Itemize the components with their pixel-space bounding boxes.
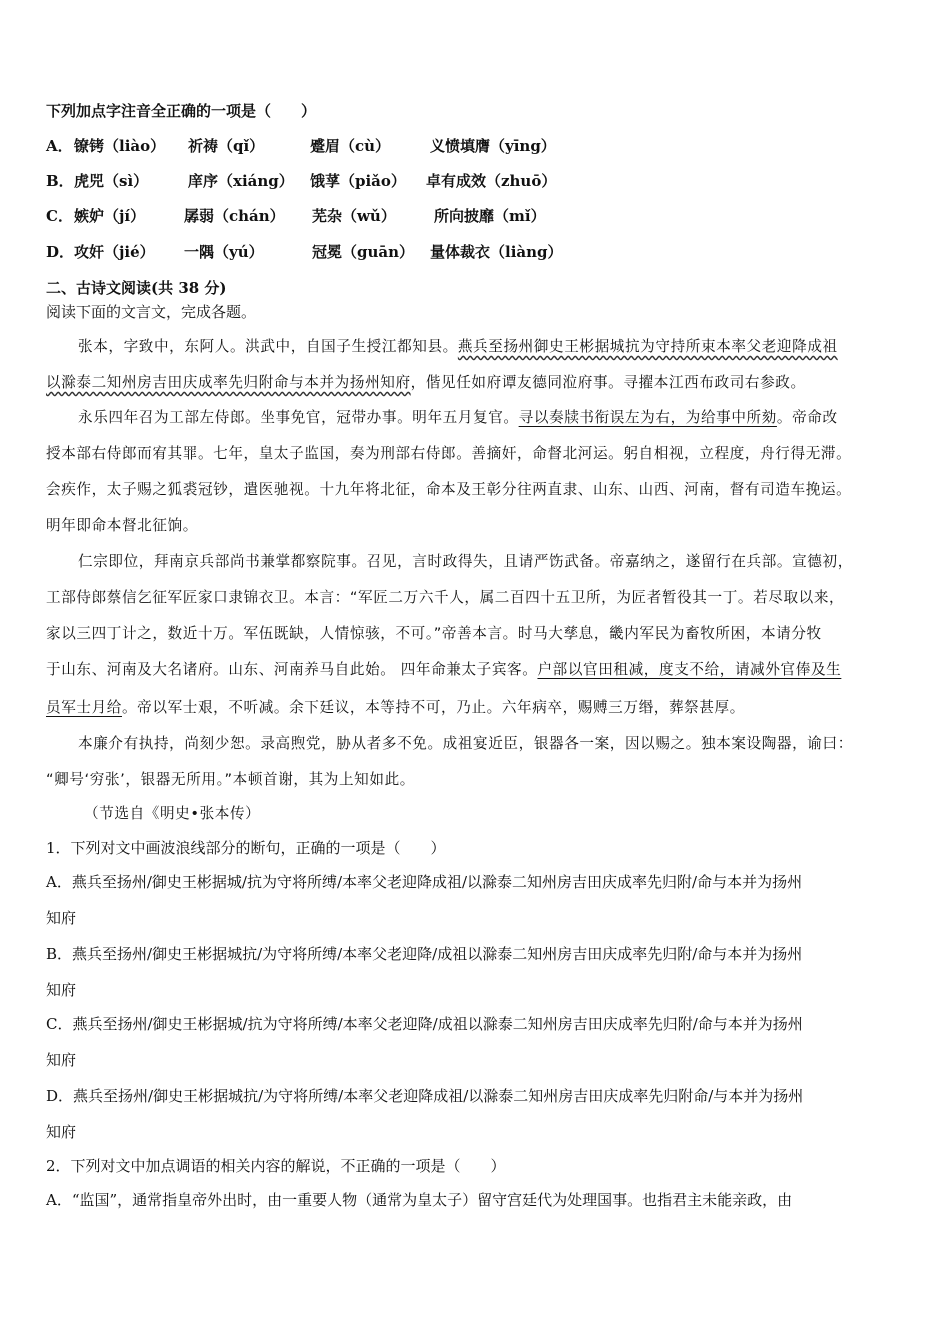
option-item: 饿莩（piǎo） <box>310 172 406 190</box>
option-text: A．“监国”，通常指皇帝外出时，由一重要人物（通常为皇太子）留守宫廷代为处理国事。也指君主未能亲政，由 <box>46 1191 793 1209</box>
passage-line: 家以三四丁计之，数近十万。军伍既缺，人情惊骇，不可。”帝善本言。时马大孳息，畿内军民为畜牧所困，本请分牧 <box>46 625 822 642</box>
option-text: 知府 <box>46 909 77 927</box>
passage-line: 以滁泰二知州房吉田庆成率先归附命与本并为扬州知府，偕见任如府谭友德同涖府事。寻擢本江西布政司右参政。 <box>46 374 806 391</box>
option-label: B． <box>46 172 74 190</box>
q1-stem: 1．下列对文中画波浪线部分的断句，正确的一项是（ ） <box>46 839 446 857</box>
option-item: 一隅（yú） <box>184 243 264 261</box>
passage-line: 明年即命本督北征饷。 <box>46 517 198 534</box>
section-intro: 阅读下面的文言文，完成各题。 <box>46 303 257 321</box>
passage-line: 员军士月给。帝以军士艰，不听减。余下廷议，本等持不可，乃止。六年病卒，赐赙三万缗，葬祭甚厚。 <box>46 699 745 716</box>
option-item: 所向披靡（mǐ） <box>434 207 546 225</box>
passage-line: 授本部右侍郎而宥其罪。七年，皇太子监国，奏为刑部右侍郎。善摘奸，命督北河运。躬自相视，立程度，舟行得无滞。 <box>46 445 852 462</box>
underlined-text: 寻以奏牍书衔误左为右，为给事中所劾 <box>518 409 777 426</box>
option-item: 蹙眉（cù） <box>310 137 391 155</box>
option-text: 知府 <box>46 981 77 999</box>
q2-stem: 2．下列对文中加点调语的相关内容的解说，不正确的一项是（ ） <box>46 1157 506 1175</box>
passage-line: 永乐四年召为工部左侍郎。坐事免官，冠带办事。明年五月复官。寻以奏牍书衔误左为右，为给事中所劾。帝命改 <box>78 409 838 426</box>
option-item: 虎兕（sì） <box>74 172 149 190</box>
passage-line: 本廉介有执持，尚刻少恕。录高煦党，胁从者多不免。成祖宴近臣，银器各一案，因以赐之。独本案设陶器，谕曰： <box>78 735 853 752</box>
option-text: C．燕兵至扬州/御史王彬据城/抗为守将所缚/本率父老迎降/成祖以滁泰二知州房吉田庆成率先归附/命与本并为扬州 <box>46 1015 803 1033</box>
option-text: A．燕兵至扬州/御史王彬据城/抗为守将所缚/本率父老迎降成祖/以滁泰二知州房吉田庆成率先归附/命与本并为扬州 <box>46 873 803 891</box>
option-text: D．燕兵至扬州/御史王彬据城抗/为守将所缚/本率父老迎降成祖/以滁泰二知州房吉田庆成率先归附命/与本并为扬州 <box>46 1087 804 1105</box>
underlined-text: 户部以官田租减，度支不给，请减外官俸及生 <box>537 661 842 678</box>
option-label: D． <box>46 243 75 261</box>
wavy-underlined-text: 以滁泰二知州房吉田庆成率先归附命与本并为扬州知府 <box>46 374 411 391</box>
passage-line: 会疾作，太子赐之狐裘冠钞，遣医驰视。十九年将北征，命本及王彰分往两直隶、山东、山西、河南，督有司造车挽运。 <box>46 481 852 498</box>
option-item: 嫉妒（jí） <box>74 207 146 225</box>
option-item: 芜杂（wǔ） <box>312 207 396 225</box>
option-text: 知府 <box>46 1051 77 1069</box>
pinyin-question-stem: 下列加点字注音全正确的一项是（ ） <box>46 102 317 120</box>
option-item: 义愤填膺（yīng） <box>430 137 556 155</box>
passage-source: （节选自《明史•张本传） <box>84 805 261 822</box>
option-label: C． <box>46 207 73 225</box>
option-item: 镣铐（liào） <box>74 137 166 155</box>
passage-line: “卿号‘穷张’，银器无所用。”本顿首谢，其为上知如此。 <box>46 771 415 788</box>
option-item: 冠冕（guān） <box>312 243 415 261</box>
section-title: 二、古诗文阅读(共 38 分) <box>46 279 227 297</box>
option-item: 孱弱（chán） <box>184 207 285 225</box>
option-label: A． <box>46 137 73 155</box>
option-item: 祈祷（qǐ） <box>188 137 265 155</box>
option-item: 庠序（xiáng） <box>188 172 294 190</box>
passage-line: 工部侍郎蔡信乞征军匠家口隶锦衣卫。本言：“军匠二万六千人，属二百四十五卫所，为匠者暂役其一丁。若尽取以来， <box>46 589 845 606</box>
passage-line: 于山东、河南及大名诸府。山东、河南养马自此始。 四年命兼太子宾客。户部以官田租减，度支不给，请减外官俸及生 <box>46 661 842 678</box>
underlined-text: 员军士月给 <box>46 699 122 716</box>
option-item: 量体裁衣（liàng） <box>430 243 563 261</box>
wavy-underlined-text: 燕兵至扬州御史王彬据城抗为守持所束本率父老迎降成祖 <box>457 338 838 355</box>
option-text: B．燕兵至扬州/御史王彬据城抗/为守将所缚/本率父老迎降/成祖以滁泰二知州房吉田庆成率先归附/命与本并为扬州 <box>46 945 803 963</box>
option-text: 知府 <box>46 1123 77 1141</box>
passage-line: 张本，字致中，东阿人。洪武中，自国子生授江都知县。燕兵至扬州御史王彬据城抗为守持所束本率父老迎降成祖 <box>78 338 838 355</box>
option-item: 攻奸（jié） <box>74 243 155 261</box>
passage-line: 仁宗即位，拜南京兵部尚书兼掌都察院事。召见，言时政得失，且请严饬武备。帝嘉纳之，遂留行在兵部。宣德初， <box>78 553 853 570</box>
option-item: 卓有成效（zhuō） <box>426 172 557 190</box>
